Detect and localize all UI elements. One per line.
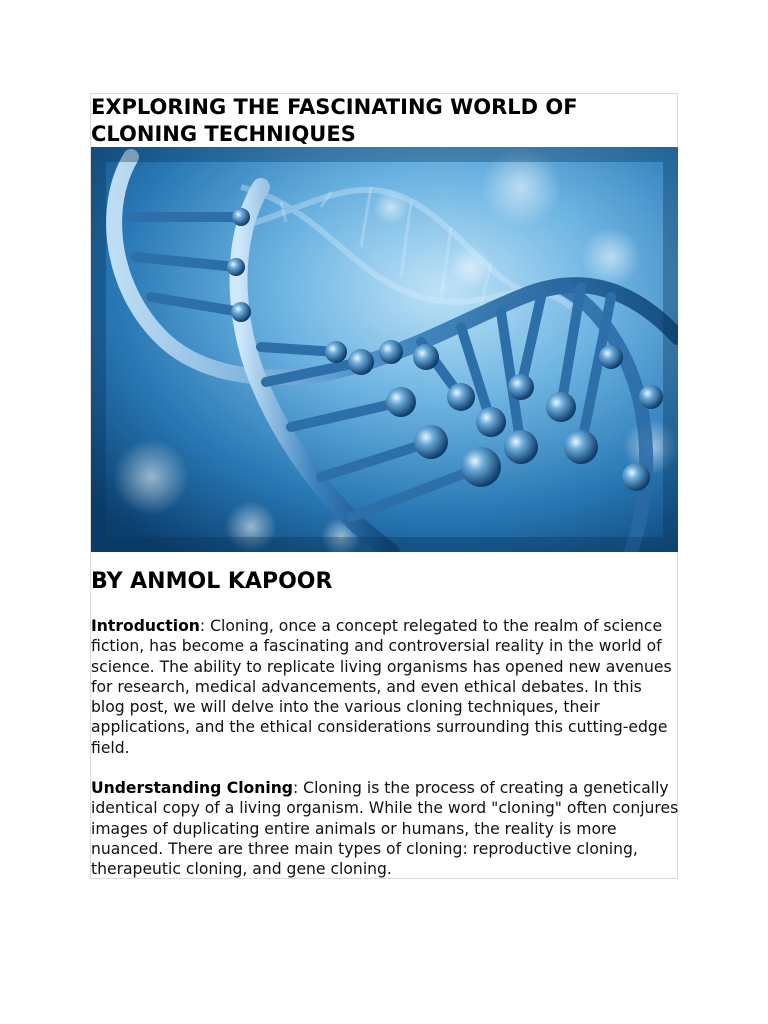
intro-paragraph-text: : Cloning, once a concept relegated to the realm of science fiction, has become a fascinating and controversial reality in the world of science. The ability to replicate living organisms has opened new avenues for research, medical advancements, and even ethical debates. In this blog post, we will delve into the various cloning techniques, their applications, and the ethical considerations surrounding this cutting-edge field. [91, 617, 672, 757]
article-byline: BY ANMOL KAPOOR [91, 569, 333, 594]
understanding-paragraph-heading: Understanding Cloning [91, 779, 293, 797]
hero-image [91, 147, 678, 552]
article-page [90, 93, 678, 879]
intro-paragraph [91, 616, 679, 758]
dna-helix-icon [91, 147, 678, 552]
article-title [91, 94, 677, 148]
article-title-line-1: EXPLORING THE FASCINATING WORLD OF [91, 95, 578, 119]
understanding-paragraph-text: : Cloning is the process of creating a genetically identical copy of a living organism. While the word "cloning" often conjures images of duplicating entire animals or humans, the reality is more nuanced. There are three main types of cloning: reproductive cloning, therapeutic cloning, and gene cloning. [91, 779, 679, 879]
intro-paragraph-heading: Introduction [91, 617, 200, 635]
understanding-paragraph [91, 778, 679, 879]
article-title-line-2: CLONING TECHNIQUES [91, 122, 356, 146]
